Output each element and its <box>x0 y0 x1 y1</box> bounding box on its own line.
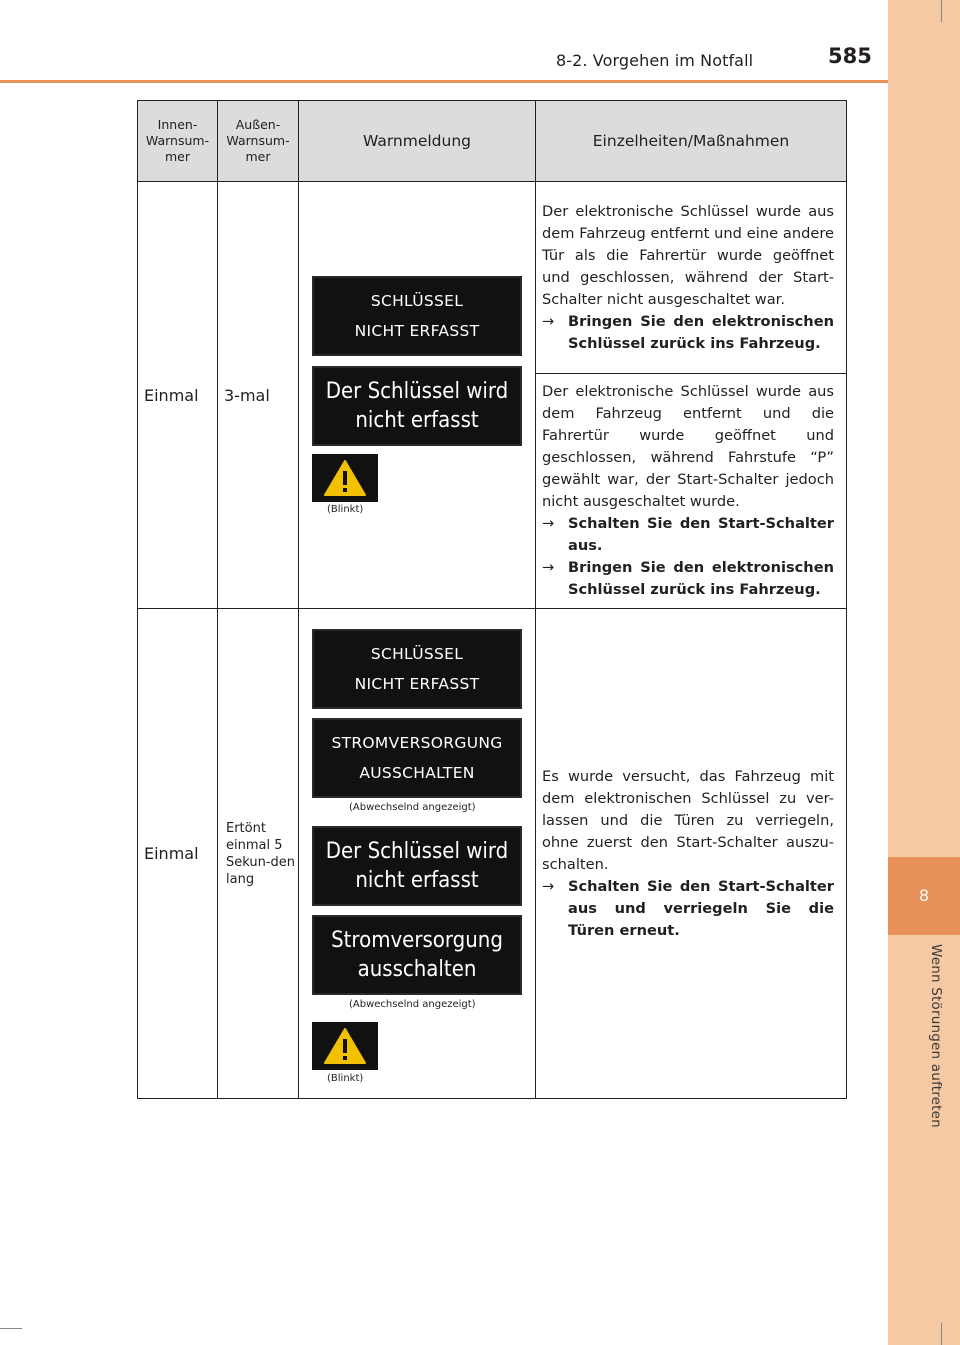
message-display-cell <box>299 609 536 1099</box>
screen-text: nicht erfasst <box>355 867 479 893</box>
table-header-row <box>138 101 847 182</box>
alternating-caption: (Abwechselnd angezeigt) <box>349 998 476 1010</box>
screen-text: Der Schlüssel wird <box>325 838 509 864</box>
display-screen <box>312 915 522 995</box>
col-message: Warnmeldung <box>299 101 536 182</box>
display-screen <box>312 629 522 709</box>
col-inner-buzzer: Innen- Warnsum- mer <box>138 101 218 182</box>
inner-buzzer-value: Einmal <box>138 609 218 1099</box>
screen-text: NICHT ERFASST <box>354 674 480 693</box>
message-display-cell <box>299 182 536 609</box>
outer-buzzer-value: 3-mal <box>218 182 299 609</box>
warning-table <box>137 100 847 1099</box>
table-row <box>138 182 847 374</box>
chapter-title: Wenn Störungen auftreten <box>928 944 944 1128</box>
screen-text: AUSSCHALTEN <box>359 763 475 782</box>
screen-text: NICHT ERFASST <box>354 322 480 340</box>
action-text: Schalten Sie den Start-Schalter aus. <box>568 515 834 554</box>
crop-mark <box>941 0 942 22</box>
blink-caption: (Blinkt) <box>327 504 364 515</box>
screen-text: SCHLÜSSEL <box>370 292 464 310</box>
detail-cell <box>536 609 847 1099</box>
chapter-number: 8 <box>919 886 929 905</box>
outer-buzzer-value: Ertönt einmal 5 Sekun-den lang <box>218 609 299 1099</box>
action-item <box>542 876 834 942</box>
action-item <box>542 513 834 557</box>
blink-caption: (Blinkt) <box>327 1072 364 1084</box>
arrow-icon: → <box>542 559 555 576</box>
crop-mark <box>0 1328 22 1329</box>
inner-buzzer-value: Einmal <box>138 182 218 609</box>
arrow-icon: → <box>542 877 555 895</box>
page-number: 585 <box>828 44 872 68</box>
header-rule <box>0 80 888 83</box>
screen-text: SCHLÜSSEL <box>370 644 464 663</box>
action-item <box>542 557 834 601</box>
display-screen <box>312 826 522 906</box>
warning-light <box>312 454 378 502</box>
running-head: 8-2. Vorgehen im Notfall <box>556 51 754 70</box>
alternating-caption: (Abwechselnd angezeigt) <box>349 801 476 813</box>
crop-mark <box>941 1323 942 1345</box>
col-outer-buzzer: Außen- Warnsum- mer <box>218 101 299 182</box>
warning-triangle-icon <box>323 459 367 497</box>
table-row <box>138 609 847 1099</box>
warning-triangle-icon <box>323 1027 367 1065</box>
detail-cell <box>536 374 847 609</box>
warning-light <box>312 1022 378 1070</box>
action-text: Bringen Sie den elektronischen Schlüssel zurück ins Fahrzeug. <box>568 559 834 598</box>
action-text: Schalten Sie den Start-Schalter aus und verriegeln Sie die Türen erneut. <box>568 877 834 939</box>
display-screen <box>312 366 522 446</box>
screen-text: Der Schlüssel wird <box>325 379 509 404</box>
detail-text: Der elektronische Schlüssel wurde aus dem Fahrzeug entfernt und die Fahrertür wurde geöffnet und geschlossen, während Fahrstufe “P” gewählt war, der Start-Schalter jedoch nicht ausgeschaltet wurde. <box>542 383 834 510</box>
display-screen <box>312 276 522 356</box>
arrow-icon: → <box>542 515 555 532</box>
detail-cell <box>536 182 847 374</box>
action-text: Bringen Sie den elektronischen Schlüssel zurück ins Fahrzeug. <box>568 312 834 352</box>
screen-text: nicht erfasst <box>355 408 479 433</box>
action-item <box>542 311 834 355</box>
chapter-tab <box>888 857 960 935</box>
screen-text: ausschalten <box>357 956 477 982</box>
display-screen <box>312 718 522 798</box>
col-details: Einzelheiten/Maßnahmen <box>536 101 847 182</box>
screen-text: Stromversorgung <box>331 927 503 953</box>
arrow-icon: → <box>542 312 555 330</box>
screen-text: STROMVERSORGUNG <box>331 733 503 752</box>
detail-text: Der elektronische Schlüssel wurde aus dem Fahrzeug entfernt und eine andere Tür als die Fahrertür wurde geöffnet und geschlossen, während der Start-Schalter nicht ausgeschaltet war. <box>542 202 834 308</box>
detail-text: Es wurde versucht, das Fahrzeug mit dem elektronischen Schlüssel zu ver-lassen und die Türen zu verriegeln, ohne zuerst den Start-Schalter auszu-schalten. <box>542 767 834 873</box>
